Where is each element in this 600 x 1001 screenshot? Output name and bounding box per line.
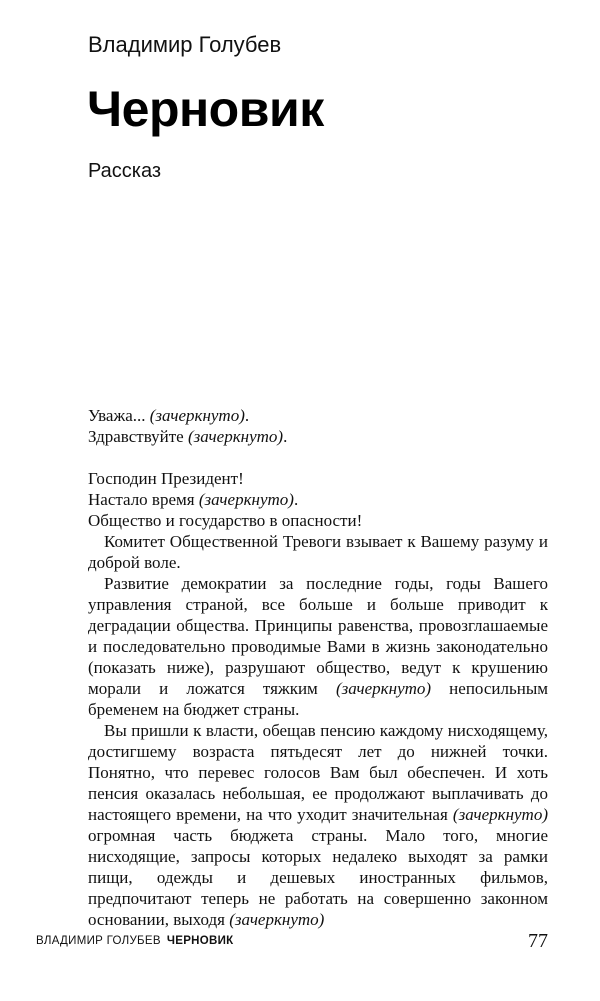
story-subtitle: Рассказ: [88, 160, 162, 182]
paragraph-2: Развитие демократии за последние годы, годы Вашего управления страной, все больше и больше приводит к деградации общества. Принципы равенства, провозглашаемые и последовательно проводимые Вами в жизнь законодательно (показать ниже), разрушают общество, ведут к крушению морали и ложатся тяжким (зачеркнуто) непосильным бременем на бюджет страны.: [88, 574, 548, 719]
greeting-line-2: Здравствуйте (зачеркнуто).: [88, 427, 288, 446]
greeting-line-1: Уважа... (зачеркнуто).: [88, 406, 250, 425]
time-line: Настало время (зачеркнуто).: [88, 490, 299, 509]
paragraph-1: Комитет Общественной Тревоги взывает к Вашему разуму и доброй воле.: [88, 532, 548, 572]
paragraph-3: Вы пришли к власти, обещав пенсию каждому нисходящему, достигшему возраста пятьдесят лет до нижней точки. Понятно, что перевес голосов Вам был обеспечен. И хоть пенсия оказалась небольшая, ее продолжают выплачивать до настоящего времени, на что уходит значительная (зачеркнуто) огромная часть бюджета страны. Мало того, многие нисходящие, запросы которых недалеко выходят за рамки пищи, одежды и дешевых иностранных фильмов, предпочитают теперь не работать на совершенно законном основании, выходя (зачеркнуто): [88, 721, 548, 929]
crossed-out-note: (зачеркнуто): [198, 490, 294, 509]
danger-line: Общество и государство в опасности!: [88, 511, 363, 530]
crossed-out-note: (зачеркнуто): [452, 805, 548, 824]
address-line: Господин Президент!: [88, 469, 244, 488]
running-footer: [36, 935, 234, 947]
story-text: [88, 405, 548, 930]
crossed-out-note: (зачеркнуто): [335, 679, 432, 698]
crossed-out-note: (зачеркнуто): [149, 406, 245, 425]
page-number: 77: [528, 930, 548, 952]
running-author: ВЛАДИМИР ГОЛУБЕВ: [36, 935, 161, 947]
crossed-out-note: (зачеркнуто): [187, 427, 284, 446]
story-title: Черновик: [87, 81, 324, 137]
crossed-out-note: (зачеркнуто): [229, 910, 325, 929]
running-title: ЧЕРНОВИК: [166, 935, 234, 947]
author-name: Владимир Голубев: [88, 32, 282, 57]
blank-line: [88, 447, 548, 468]
